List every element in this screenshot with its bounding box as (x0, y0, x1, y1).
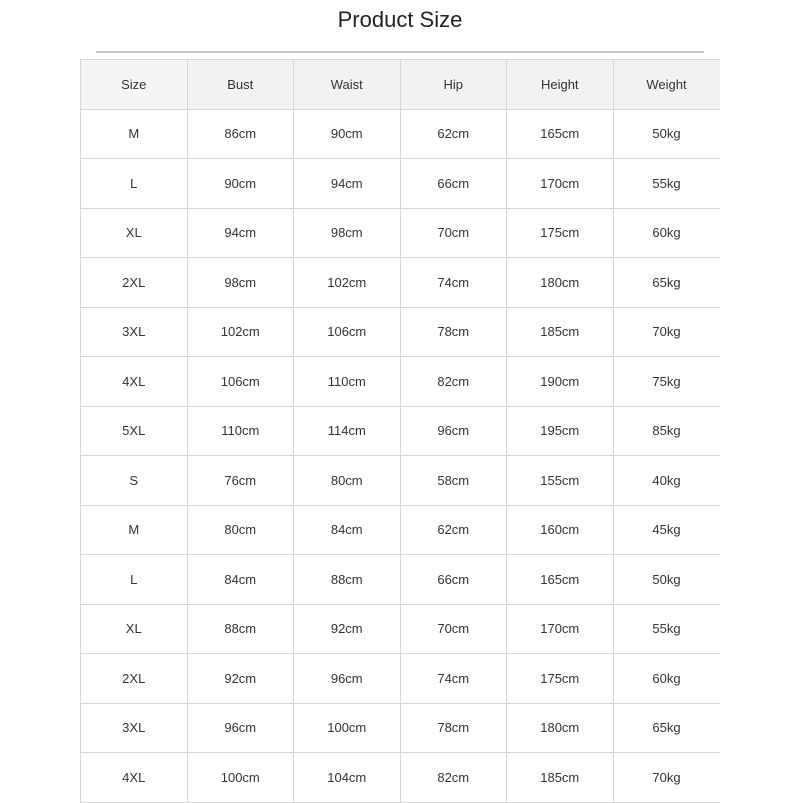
cell-waist: 100cm (294, 703, 401, 753)
cell-size: 3XL (81, 703, 188, 753)
cell-waist: 110cm (294, 357, 401, 407)
cell-height: 180cm (507, 703, 614, 753)
cell-bust: 92cm (187, 654, 294, 704)
cell-size: 4XL (81, 357, 188, 407)
cell-hip: 66cm (400, 555, 507, 605)
cell-waist: 104cm (294, 753, 401, 803)
cell-hip: 78cm (400, 307, 507, 357)
cell-hip: 74cm (400, 654, 507, 704)
cell-weight: 70kg (613, 307, 720, 357)
cell-hip: 78cm (400, 703, 507, 753)
cell-weight: 60kg (613, 654, 720, 704)
cell-height: 160cm (507, 505, 614, 555)
cell-size: 3XL (81, 307, 188, 357)
cell-waist: 94cm (294, 159, 401, 209)
header-row (81, 60, 720, 110)
cell-bust: 90cm (187, 159, 294, 209)
cell-size: L (81, 159, 188, 209)
cell-bust: 106cm (187, 357, 294, 407)
table-row (81, 357, 720, 407)
cell-weight: 85kg (613, 406, 720, 456)
cell-hip: 70cm (400, 208, 507, 258)
cell-weight: 75kg (613, 357, 720, 407)
cell-size: 4XL (81, 753, 188, 803)
cell-bust: 102cm (187, 307, 294, 357)
cell-height: 180cm (507, 258, 614, 308)
cell-size: M (81, 109, 188, 159)
cell-height: 190cm (507, 357, 614, 407)
cell-bust: 84cm (187, 555, 294, 605)
cell-height: 170cm (507, 604, 614, 654)
cell-hip: 62cm (400, 109, 507, 159)
cell-hip: 62cm (400, 505, 507, 555)
table-header (81, 60, 720, 110)
cell-hip: 82cm (400, 753, 507, 803)
cell-hip: 66cm (400, 159, 507, 209)
table-row (81, 159, 720, 209)
cell-weight: 65kg (613, 703, 720, 753)
cell-height: 165cm (507, 555, 614, 605)
cell-hip: 70cm (400, 604, 507, 654)
cell-height: 165cm (507, 109, 614, 159)
cell-waist: 92cm (294, 604, 401, 654)
cell-size: XL (81, 208, 188, 258)
table-row (81, 604, 720, 654)
header-weight: Weight (613, 60, 720, 110)
cell-height: 195cm (507, 406, 614, 456)
cell-weight: 50kg (613, 109, 720, 159)
cell-weight: 70kg (613, 753, 720, 803)
cell-size: M (81, 505, 188, 555)
cell-height: 175cm (507, 654, 614, 704)
cell-waist: 102cm (294, 258, 401, 308)
cell-height: 170cm (507, 159, 614, 209)
cell-waist: 98cm (294, 208, 401, 258)
cell-height: 185cm (507, 753, 614, 803)
cell-size: L (81, 555, 188, 605)
cell-size: 2XL (81, 258, 188, 308)
cell-waist: 106cm (294, 307, 401, 357)
cell-size: 5XL (81, 406, 188, 456)
cell-weight: 40kg (613, 456, 720, 506)
cell-weight: 45kg (613, 505, 720, 555)
cell-hip: 96cm (400, 406, 507, 456)
cell-waist: 84cm (294, 505, 401, 555)
cell-bust: 76cm (187, 456, 294, 506)
cell-size: S (81, 456, 188, 506)
cell-bust: 98cm (187, 258, 294, 308)
cell-height: 185cm (507, 307, 614, 357)
table-row (81, 208, 720, 258)
table-row (81, 654, 720, 704)
cell-weight: 60kg (613, 208, 720, 258)
header-size: Size (81, 60, 188, 110)
cell-waist: 114cm (294, 406, 401, 456)
table-row (81, 258, 720, 308)
header-height: Height (507, 60, 614, 110)
cell-waist: 96cm (294, 654, 401, 704)
cell-waist: 90cm (294, 109, 401, 159)
cell-hip: 58cm (400, 456, 507, 506)
cell-bust: 96cm (187, 703, 294, 753)
cell-bust: 100cm (187, 753, 294, 803)
cell-weight: 55kg (613, 159, 720, 209)
cell-hip: 74cm (400, 258, 507, 308)
cell-weight: 65kg (613, 258, 720, 308)
cell-size: XL (81, 604, 188, 654)
cell-bust: 88cm (187, 604, 294, 654)
header-waist: Waist (294, 60, 401, 110)
table-body (81, 109, 720, 802)
title-divider (96, 51, 704, 53)
table-row (81, 505, 720, 555)
cell-bust: 80cm (187, 505, 294, 555)
cell-hip: 82cm (400, 357, 507, 407)
page-title: Product Size (337, 7, 463, 32)
cell-height: 155cm (507, 456, 614, 506)
cell-size: 2XL (81, 654, 188, 704)
header-bust: Bust (187, 60, 294, 110)
table-row (81, 753, 720, 803)
cell-bust: 86cm (187, 109, 294, 159)
cell-bust: 94cm (187, 208, 294, 258)
cell-weight: 50kg (613, 555, 720, 605)
table-row (81, 456, 720, 506)
cell-bust: 110cm (187, 406, 294, 456)
table-row (81, 555, 720, 605)
size-chart-table (80, 59, 720, 803)
cell-height: 175cm (507, 208, 614, 258)
header-hip: Hip (400, 60, 507, 110)
cell-waist: 80cm (294, 456, 401, 506)
table-row (81, 703, 720, 753)
cell-weight: 55kg (613, 604, 720, 654)
table-row (81, 307, 720, 357)
table-row (81, 109, 720, 159)
cell-waist: 88cm (294, 555, 401, 605)
table-row (81, 406, 720, 456)
